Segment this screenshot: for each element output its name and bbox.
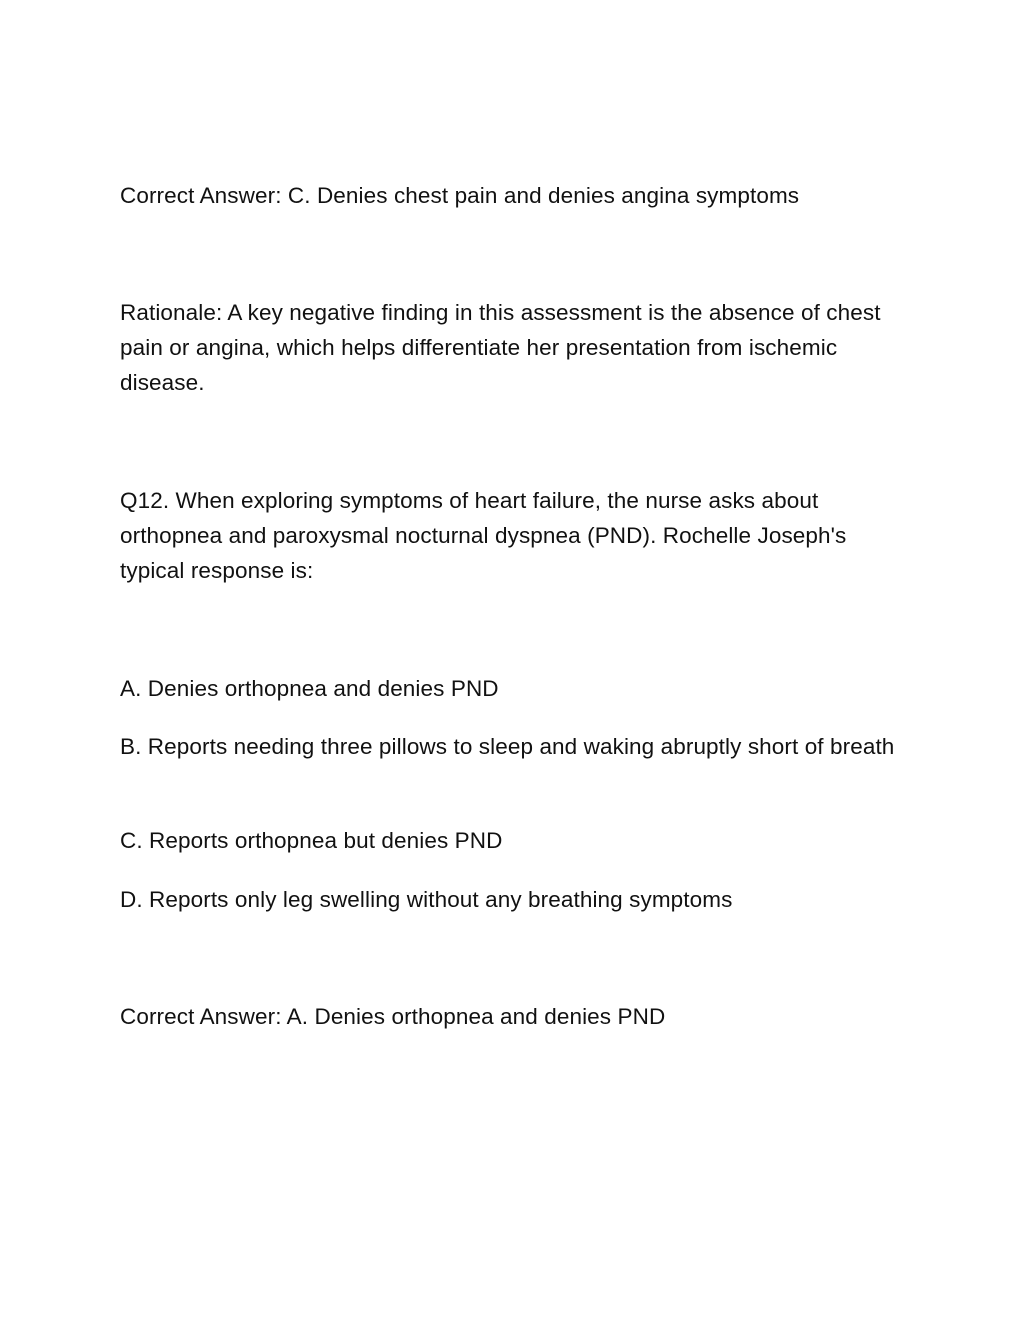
question-text: Q12. When exploring symptoms of heart failure, the nurse asks about orthopnea and paroxysmal nocturnal dyspnea (PND). Rochelle Joseph's typical response is: [120,488,847,583]
rationale-text: Rationale: A key negative finding in this assessment is the absence of chest pain or angina, which helps differentiate her presentation from ischemic disease. [120,300,881,395]
correct-answer-text: Correct Answer: A. Denies orthopnea and denies PND [120,1004,666,1029]
option-a: A. Denies orthopnea and denies PND [120,676,499,701]
option-d: D. Reports only leg swelling without any breathing symptoms [120,887,733,912]
previous-correct-answer: Correct Answer: C. Denies chest pain and denies angina symptoms [120,183,800,208]
option-c: C. Reports orthopnea but denies PND [120,828,503,853]
option-b: B. Reports needing three pillows to sleep and waking abruptly short of breath [120,734,895,759]
